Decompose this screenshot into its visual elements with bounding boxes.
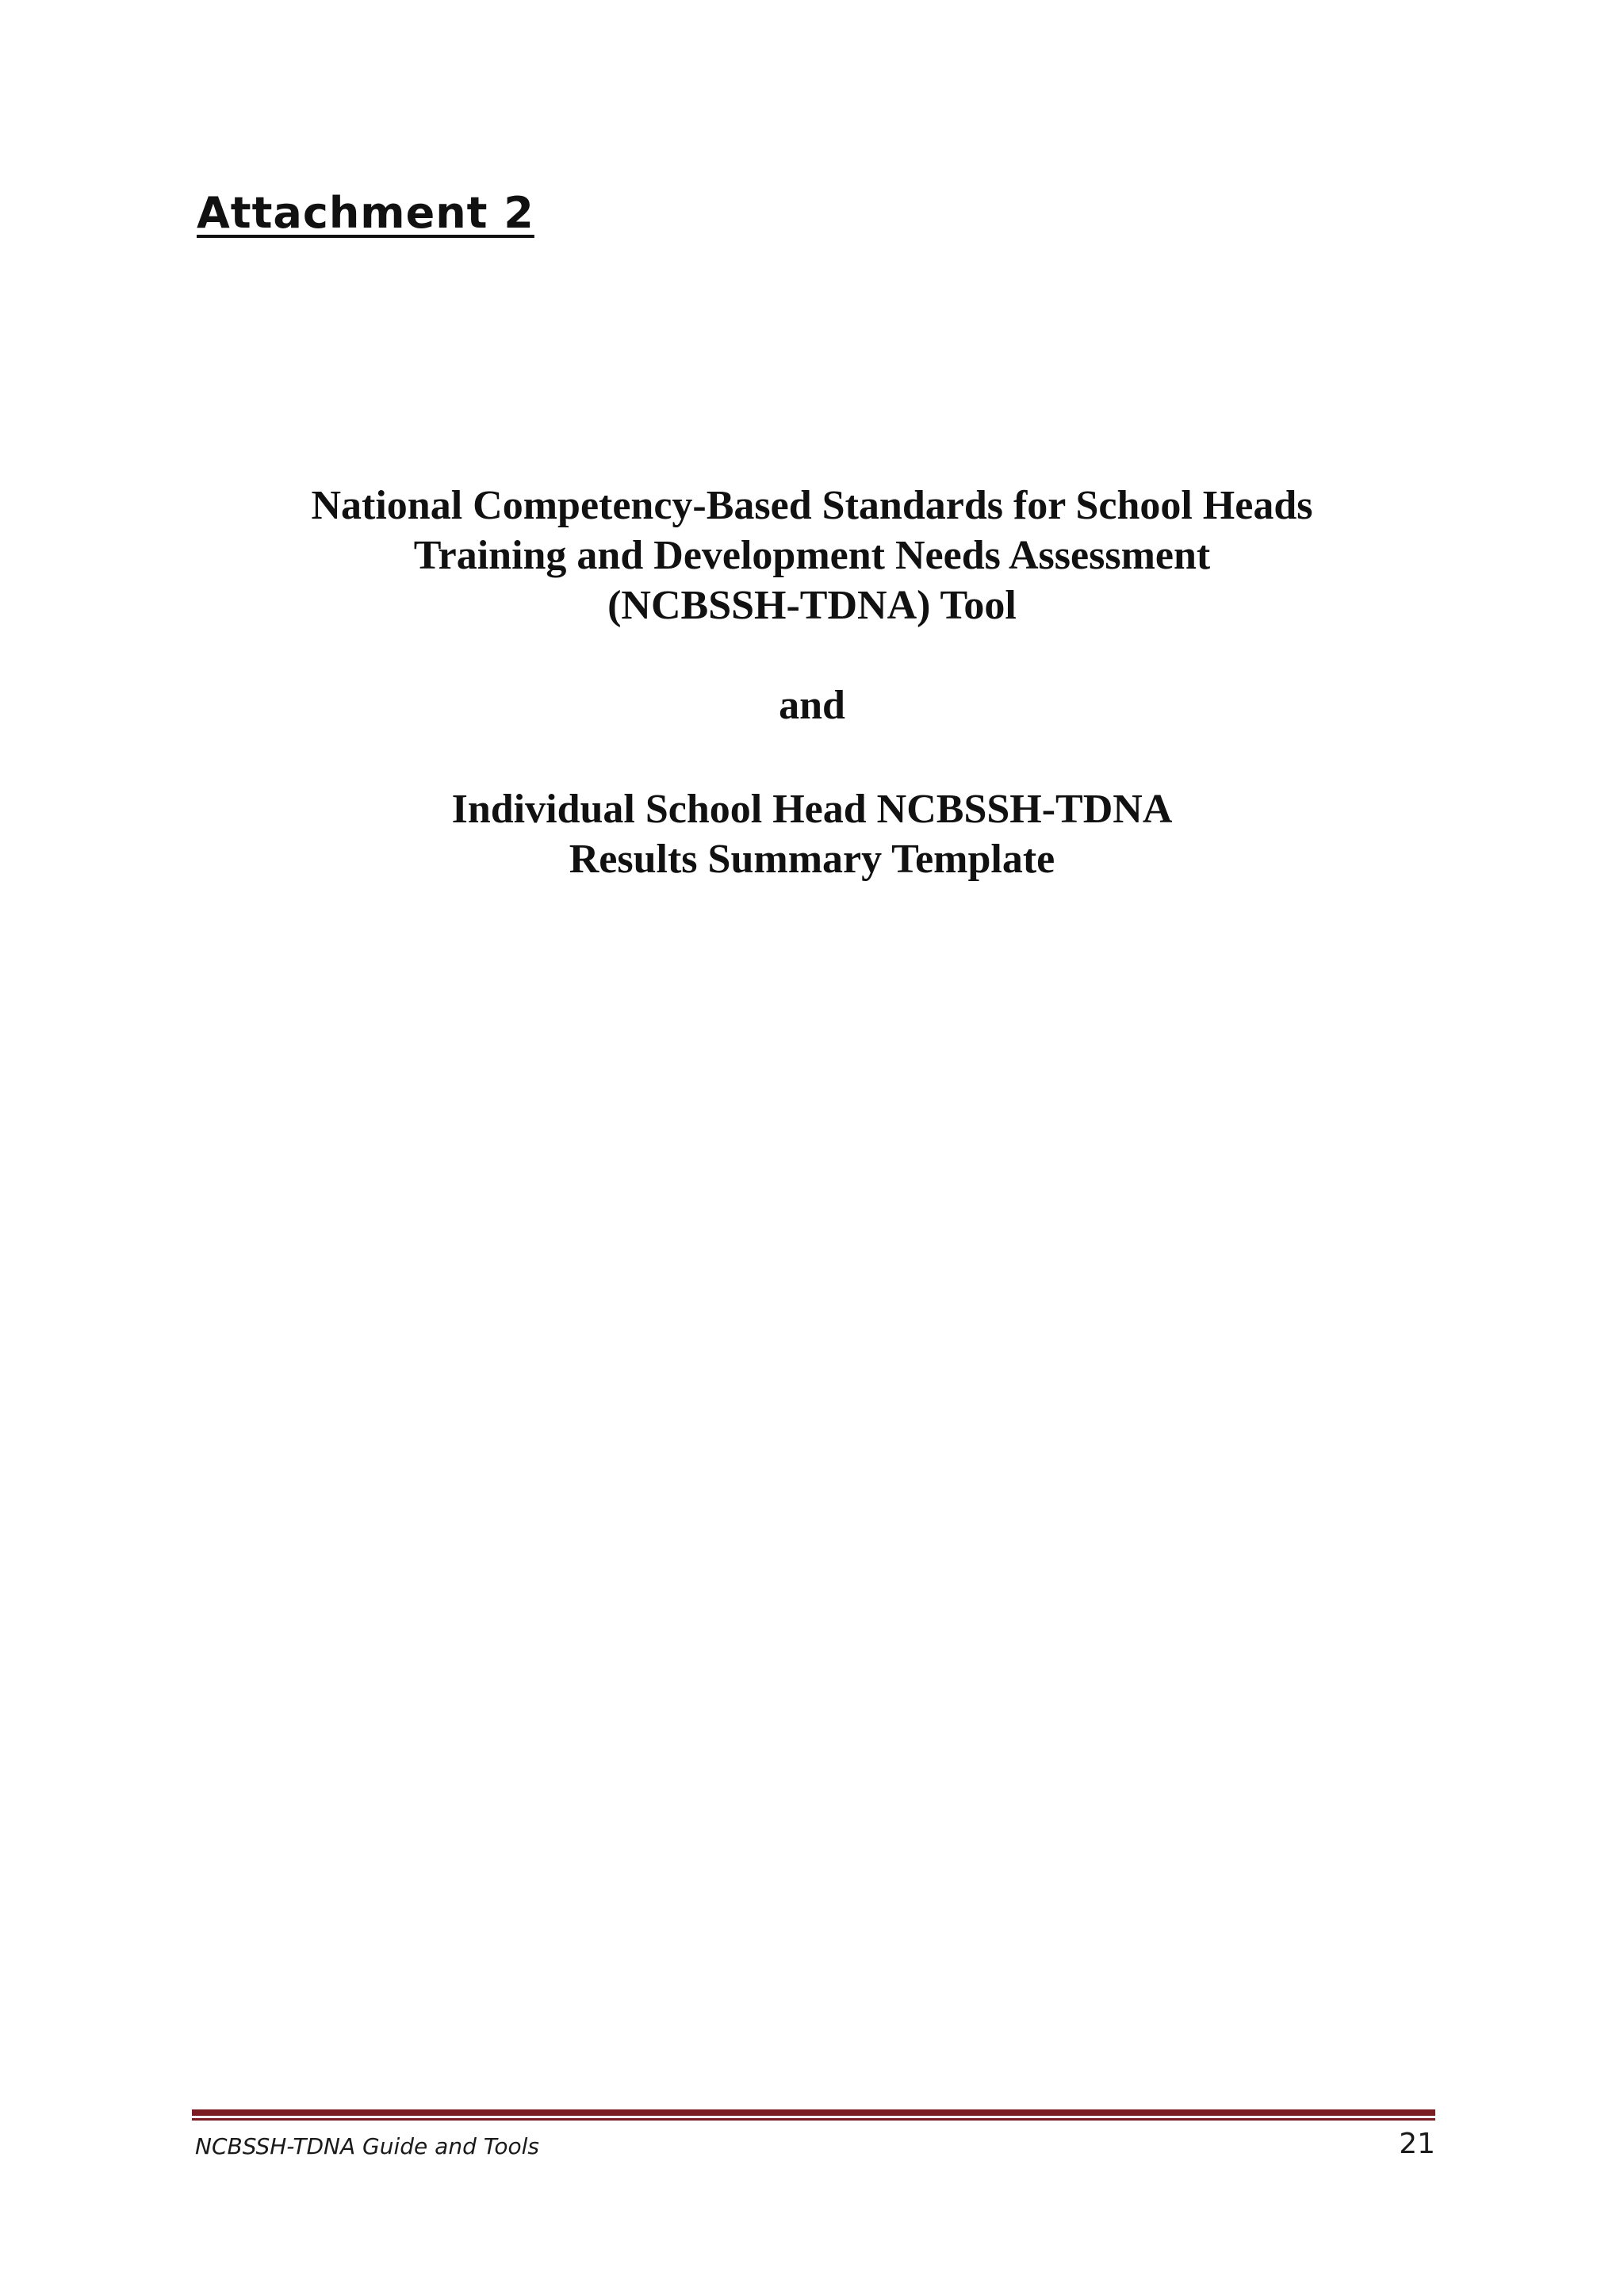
title-conjunction-block (0, 680, 1624, 730)
tool-title-line: Training and Development Needs Assessment (413, 533, 1211, 578)
tool-title (0, 481, 1624, 630)
page-number: 21 (1399, 2128, 1435, 2160)
template-title-line: Individual School Head NCBSSH-TDNA (451, 787, 1173, 832)
tool-title-line: (NCBSSH-TDNA) Tool (607, 583, 1017, 628)
template-title (0, 784, 1624, 884)
footer-rule-thin (192, 2118, 1435, 2121)
title-conjunction: and (779, 683, 845, 728)
tool-title-line: National Competency-Based Standards for School Heads (311, 483, 1313, 528)
attachment-heading: Attachment 2 (197, 188, 534, 238)
footer-rule-thick (192, 2109, 1435, 2116)
template-title-line: Results Summary Template (569, 837, 1055, 882)
footer-document-name: NCBSSH-TDNA Guide and Tools (195, 2133, 540, 2159)
footer-rule (192, 2109, 1435, 2121)
